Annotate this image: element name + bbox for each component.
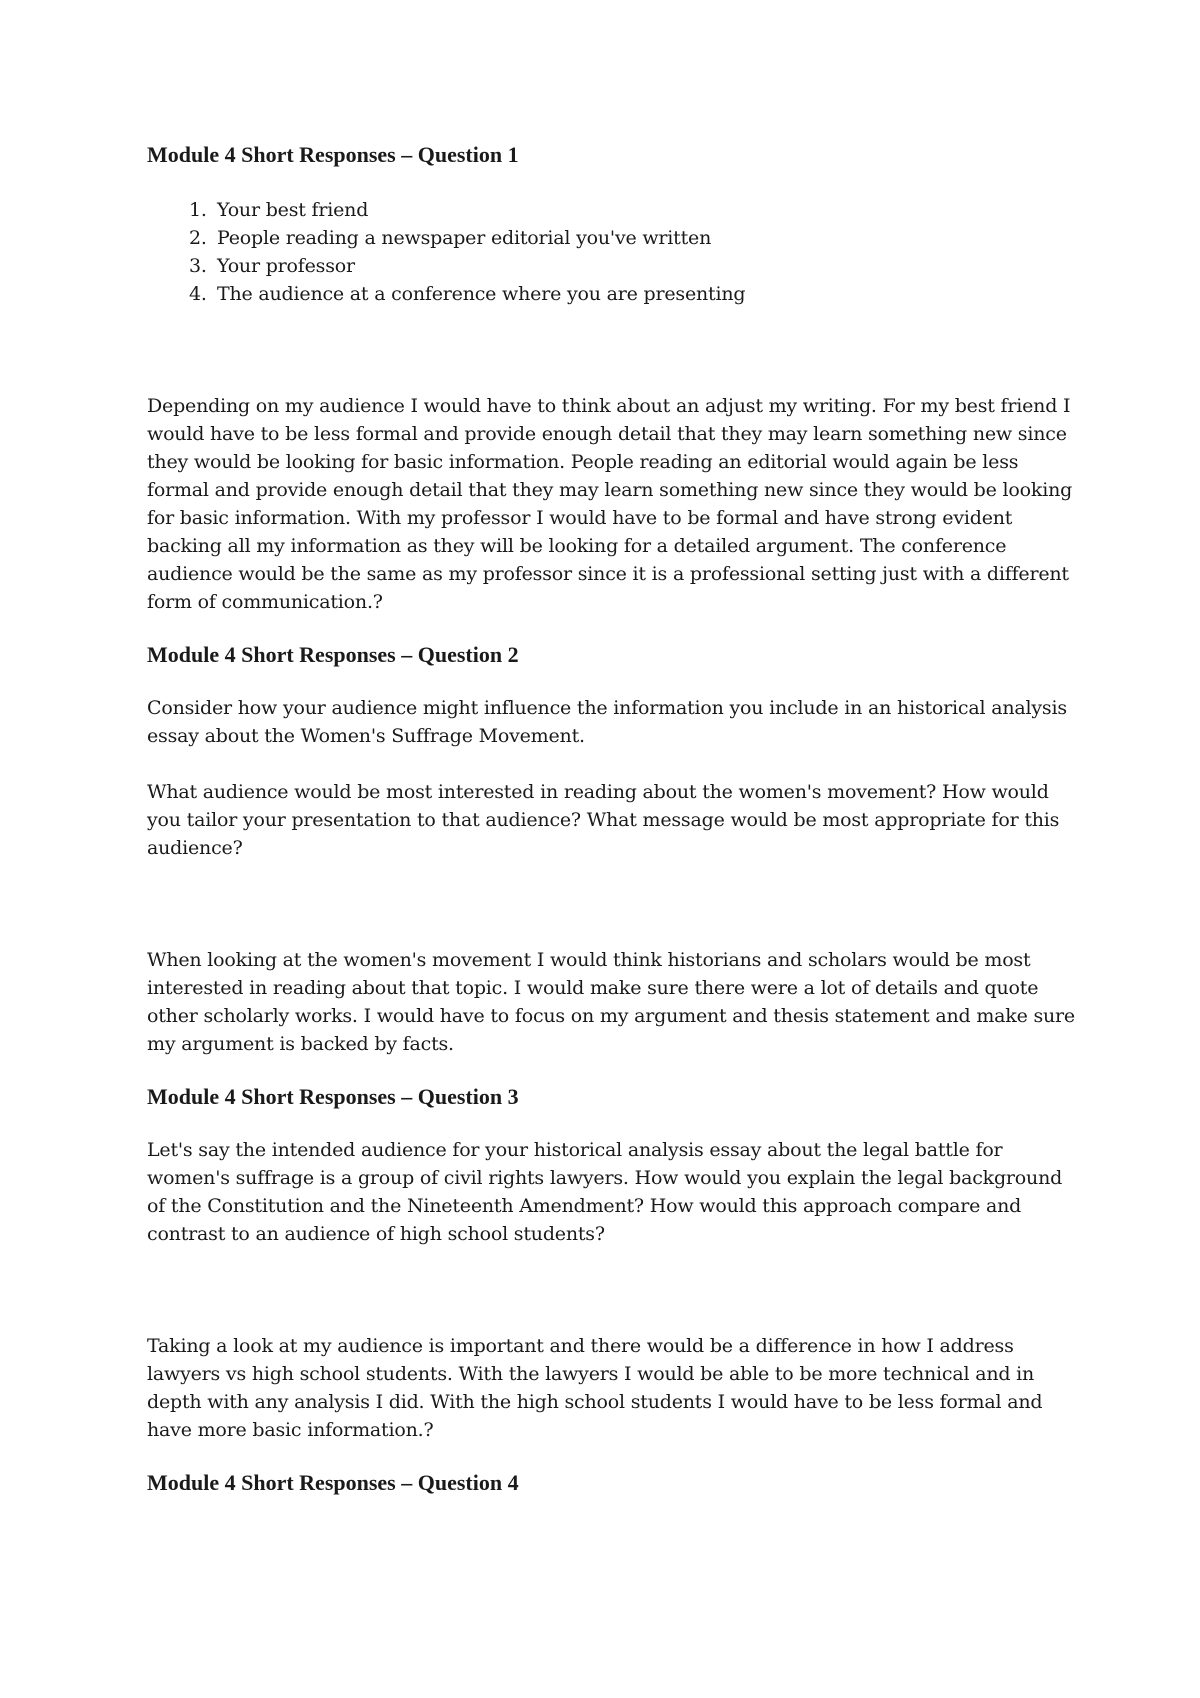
question-2-heading: Module 4 Short Responses – Question 2	[147, 642, 519, 667]
list-item: 1. Your best friend	[189, 199, 369, 221]
question-3-prompt: Let's say the intended audience for your historical analysis essay about the legal battle for women's suffrage is a group of civil rights lawyers. How would you explain the legal background of the Constitution and the Nineteenth Amendment? How would this approach compare and contrast to an audience of high school students?	[147, 1139, 1063, 1245]
document-page	[147, 140, 1077, 1498]
question-4-heading: Module 4 Short Responses – Question 4	[147, 1470, 519, 1495]
list-item: 2. People reading a newspaper editorial you've written	[189, 227, 712, 249]
question-2-prompt: Consider how your audience might influence the information you include in an historical analysis essay about the Women's Suffrage Movement.	[147, 697, 1067, 747]
question-2-answer: When looking at the women's movement I would think historians and scholars would be most interested in reading about that topic. I would make sure there were a lot of details and quote other scholarly works. I would have to focus on my argument and thesis statement and make sure my argument is backed by facts.	[147, 949, 1075, 1055]
question-2-prompt-followup: What audience would be most interested in reading about the women's movement? How would you tailor your presentation to that audience? What message would be most appropriate for this audience?	[147, 781, 1060, 859]
question-3-heading: Module 4 Short Responses – Question 3	[147, 1084, 519, 1109]
list-item: 4. The audience at a conference where you are presenting	[189, 283, 746, 305]
audience-list	[147, 196, 1077, 308]
list-item: 3. Your professor	[189, 255, 355, 277]
question-1-heading: Module 4 Short Responses – Question 1	[147, 142, 519, 167]
question-3-answer: Taking a look at my audience is important and there would be a difference in how I address lawyers vs high school students. With the lawyers I would be able to be more technical and in depth with any analysis I did. With the high school students I would have to be less formal and have more basic information.?	[147, 1335, 1043, 1441]
question-1-answer: Depending on my audience I would have to think about an adjust my writing. For my best friend I would have to be less formal and provide enough detail that they may learn something new since they would be looking for basic information. People reading an editorial would again be less formal and provide enough detail that they may learn something new since they would be looking for basic information. With my professor I would have to be formal and have strong evident backing all my information as they will be looking for a detailed argument. The conference audience would be the same as my professor since it is a professional setting just with a different form of communication.?	[147, 395, 1073, 613]
